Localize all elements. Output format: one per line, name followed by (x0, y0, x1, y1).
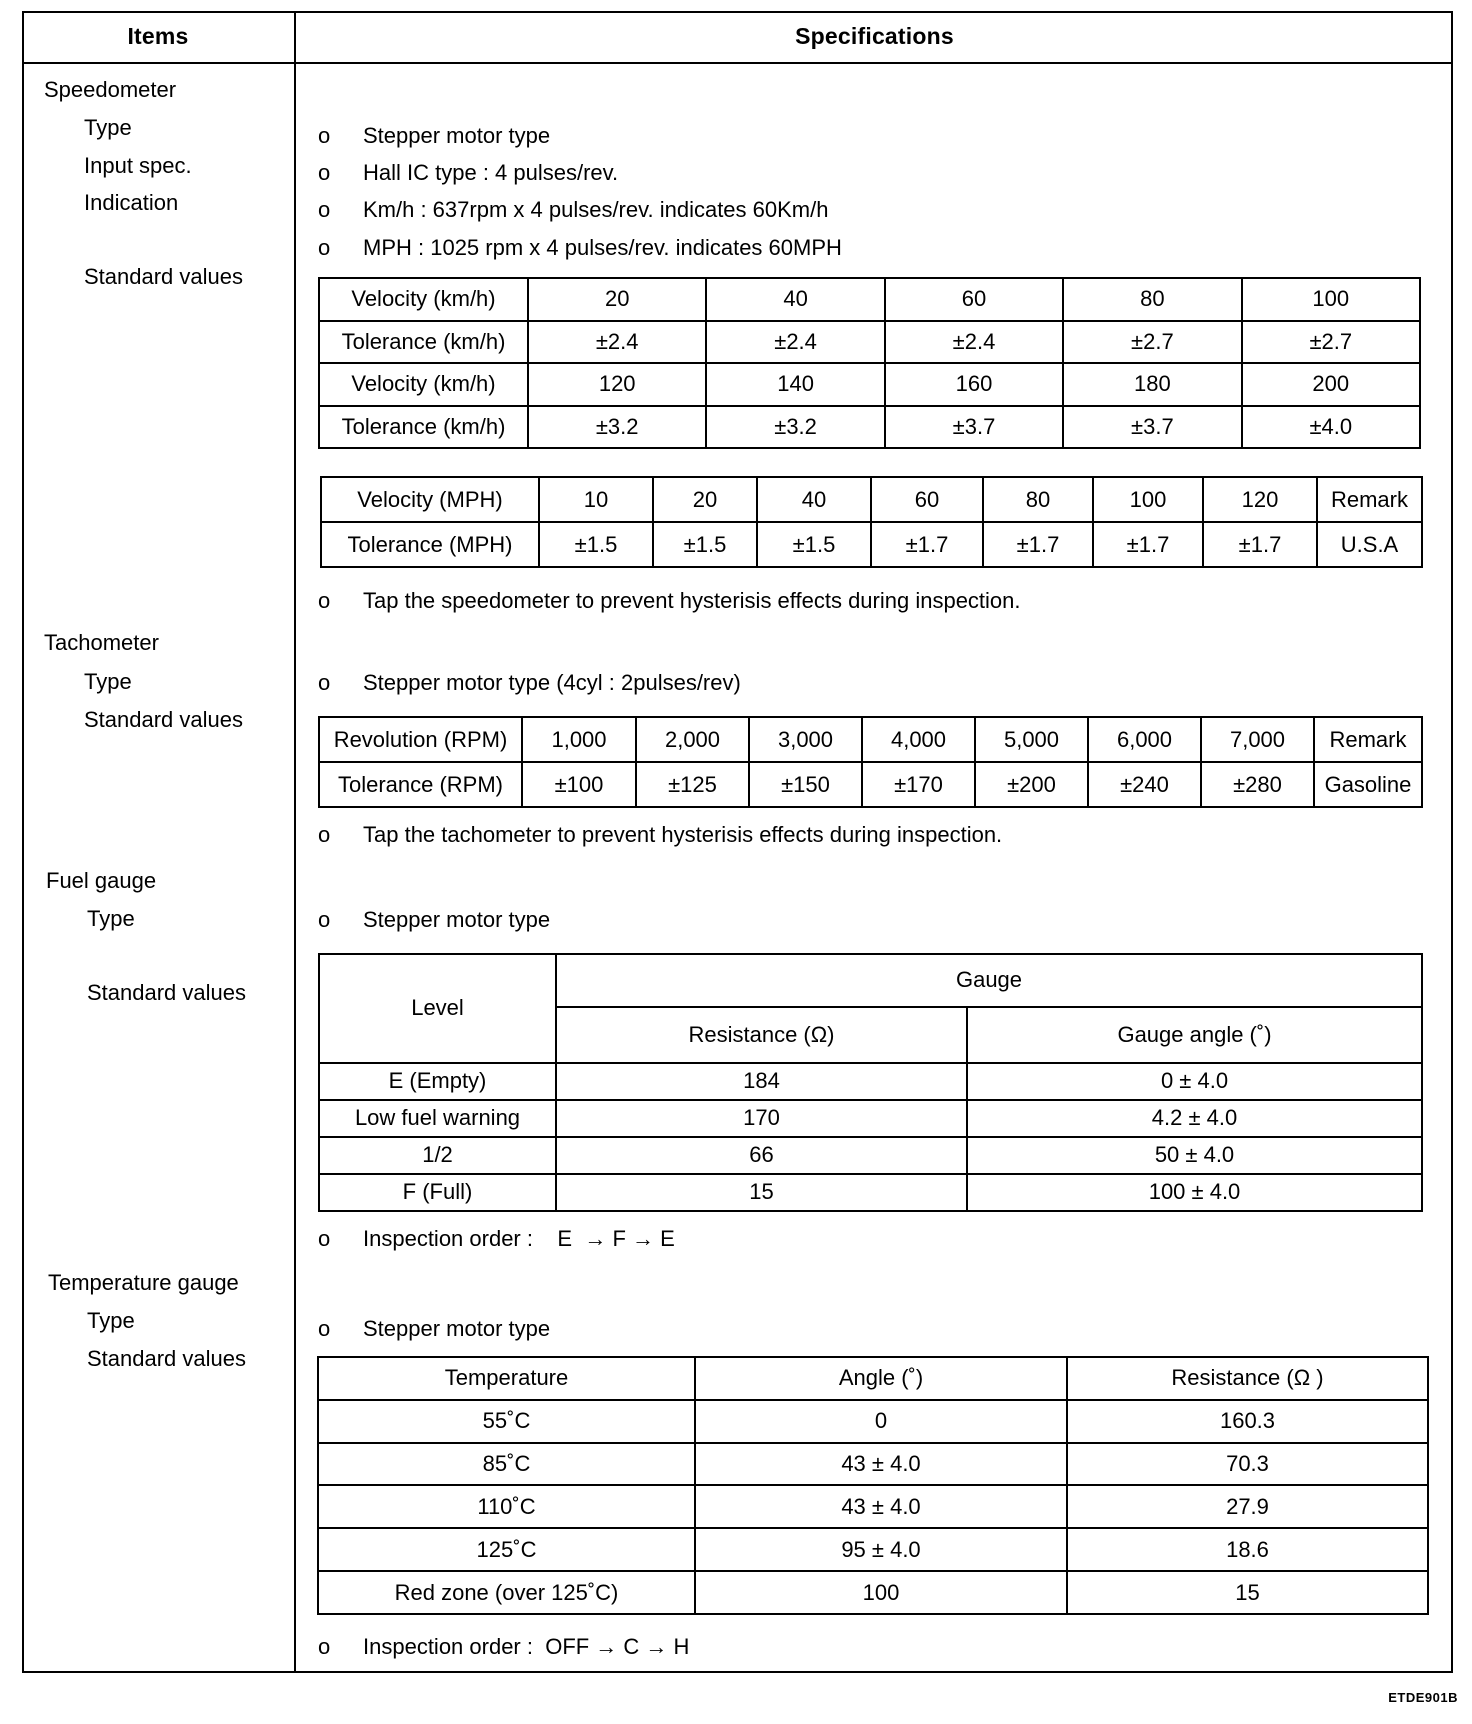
table-cell: ±2.4 (528, 321, 706, 364)
table-cell: 18.6 (1067, 1528, 1428, 1571)
table-cell: 50 ± 4.0 (967, 1137, 1422, 1174)
table-cell: 80 (983, 477, 1093, 522)
table-cell: Resistance (Ω ) (1067, 1357, 1428, 1400)
table-cell: 0 (695, 1400, 1067, 1443)
table-row (318, 1357, 1428, 1400)
speedometer-input-label: Input spec. (84, 153, 192, 178)
table-cell: ±3.7 (1063, 406, 1241, 449)
items-header: Items (127, 23, 189, 49)
speedometer-mph-bullet: o MPH : 1025 rpm x 4 pulses/rev. indicates 60MPH (318, 235, 842, 260)
temperature-inspection-order: o Inspection order : OFF → C → H (318, 1634, 690, 1659)
tachometer-title: Tachometer (44, 630, 159, 655)
table-cell: ±1.5 (653, 522, 757, 567)
table-row (319, 1063, 1422, 1100)
table-cell: 110˚C (318, 1485, 695, 1528)
bullet-icon: o (318, 123, 331, 148)
table-cell: ±3.7 (885, 406, 1063, 449)
fuel-gauge-header: Gauge (556, 954, 1422, 1007)
speedometer-kmh-table (318, 277, 1421, 449)
table-cell: Velocity (km/h) (319, 278, 528, 321)
header-divider (22, 62, 1453, 64)
table-cell: ±100 (522, 762, 636, 807)
table-cell: Low fuel warning (319, 1100, 556, 1137)
table-cell: 140 (706, 363, 884, 406)
bullet-icon: o (318, 1226, 331, 1251)
table-row (319, 278, 1420, 321)
table-row (319, 717, 1422, 762)
table-row (319, 1174, 1422, 1211)
fuel-type-bullet: o Stepper motor type (318, 907, 551, 932)
table-cell: 170 (556, 1100, 967, 1137)
table-cell: ±1.5 (757, 522, 871, 567)
table-cell: 100 (695, 1571, 1067, 1614)
specifications-header: Specifications (795, 23, 954, 49)
table-cell: Tolerance (MPH) (321, 522, 539, 567)
table-cell: 200 (1242, 363, 1420, 406)
table-cell: 125˚C (318, 1528, 695, 1571)
table-cell: 120 (1203, 477, 1317, 522)
table-cell: 43 ± 4.0 (695, 1485, 1067, 1528)
table-cell: 40 (757, 477, 871, 522)
table-cell: Temperature (318, 1357, 695, 1400)
table-cell: 15 (556, 1174, 967, 1211)
table-cell: 85˚C (318, 1443, 695, 1486)
table-cell: F (Full) (319, 1174, 556, 1211)
speedometer-type-bullet: o Stepper motor type (318, 123, 551, 148)
fuel-gauge-title: Fuel gauge (46, 868, 157, 893)
speedometer-input-bullet: o Hall IC type : 4 pulses/rev. (318, 160, 619, 185)
table-cell: ±200 (975, 762, 1088, 807)
table-cell: 60 (871, 477, 983, 522)
table-row (319, 1100, 1422, 1137)
table-cell: Tolerance (RPM) (319, 762, 522, 807)
table-cell: 120 (528, 363, 706, 406)
speedometer-title: Speedometer (44, 77, 177, 102)
table-row (319, 1137, 1422, 1174)
table-cell: 80 (1063, 278, 1241, 321)
table-cell: 160.3 (1067, 1400, 1428, 1443)
speedometer-kmh-bullet: o Km/h : 637rpm x 4 pulses/rev. indicates 60Km/h (318, 197, 829, 222)
bullet-icon: o (318, 670, 331, 695)
table-cell: ±240 (1088, 762, 1201, 807)
table-cell: 100 (1242, 278, 1420, 321)
temperature-gauge-table (317, 1356, 1429, 1615)
bullet-icon: o (318, 588, 331, 613)
table-cell: 15 (1067, 1571, 1428, 1614)
bullet-icon: o (318, 907, 331, 932)
table-cell: 20 (528, 278, 706, 321)
table-cell: ±1.7 (1093, 522, 1203, 567)
table-cell: Angle (˚) (695, 1357, 1067, 1400)
table-cell: ±1.7 (983, 522, 1093, 567)
tachometer-standard-label: Standard values (84, 707, 243, 732)
table-row (318, 1571, 1428, 1614)
table-cell: ±150 (749, 762, 862, 807)
table-cell: 1/2 (319, 1137, 556, 1174)
table-cell: 40 (706, 278, 884, 321)
fuel-gauge-table (318, 953, 1423, 1212)
table-cell: 5,000 (975, 717, 1088, 762)
table-cell: Velocity (MPH) (321, 477, 539, 522)
table-cell: E (Empty) (319, 1063, 556, 1100)
table-cell: ±2.7 (1242, 321, 1420, 364)
tachometer-type-label: Type (84, 669, 132, 694)
table-cell: ±3.2 (528, 406, 706, 449)
table-cell: 3,000 (749, 717, 862, 762)
table-row (321, 477, 1422, 522)
table-cell: ±125 (636, 762, 749, 807)
table-cell: ±2.4 (885, 321, 1063, 364)
column-divider (294, 11, 296, 1673)
table-cell: ±1.5 (539, 522, 653, 567)
table-cell: 100 (1093, 477, 1203, 522)
table-cell: Tolerance (km/h) (319, 321, 528, 364)
table-cell: ±170 (862, 762, 975, 807)
table-row (318, 1485, 1428, 1528)
temperature-standard-label: Standard values (87, 1346, 246, 1371)
table-cell: 184 (556, 1063, 967, 1100)
fuel-angle-header: Gauge angle (˚) (967, 1007, 1422, 1063)
tachometer-rpm-table (318, 716, 1423, 808)
fuel-standard-label: Standard values (87, 980, 246, 1005)
tachometer-tap-note: o Tap the tachometer to prevent hysterisis effects during inspection. (318, 822, 1003, 847)
table-cell: 60 (885, 278, 1063, 321)
speedometer-mph-table (320, 476, 1423, 568)
table-cell: ±4.0 (1242, 406, 1420, 449)
table-cell: ±2.4 (706, 321, 884, 364)
table-cell: ±280 (1201, 762, 1314, 807)
temperature-type-bullet: o Stepper motor type (318, 1316, 551, 1341)
table-cell: 95 ± 4.0 (695, 1528, 1067, 1571)
speedometer-standard-label: Standard values (84, 264, 243, 289)
table-cell: 43 ± 4.0 (695, 1443, 1067, 1486)
table-cell: 6,000 (1088, 717, 1201, 762)
table-cell: 10 (539, 477, 653, 522)
table-cell: Remark (1317, 477, 1422, 522)
fuel-type-label: Type (87, 906, 135, 931)
bullet-icon: o (318, 1316, 331, 1341)
table-cell: Velocity (km/h) (319, 363, 528, 406)
bullet-icon: o (318, 822, 331, 847)
table-cell: Revolution (RPM) (319, 717, 522, 762)
tachometer-type-bullet: o Stepper motor type (4cyl : 2pulses/rev) (318, 670, 741, 695)
table-cell: 27.9 (1067, 1485, 1428, 1528)
speedometer-tap-note: o Tap the speedometer to prevent hysterisis effects during inspection. (318, 588, 1021, 613)
table-cell: Gasoline (1314, 762, 1422, 807)
table-cell: Remark (1314, 717, 1422, 762)
table-row (318, 1443, 1428, 1486)
table-row (319, 762, 1422, 807)
bullet-icon: o (318, 235, 331, 260)
bullet-icon: o (318, 197, 331, 222)
table-row (318, 1528, 1428, 1571)
bullet-icon: o (318, 160, 331, 185)
speedometer-type-label: Type (84, 115, 132, 140)
table-cell: 1,000 (522, 717, 636, 762)
bullet-icon: o (318, 1634, 331, 1659)
table-cell: 66 (556, 1137, 967, 1174)
table-cell: 70.3 (1067, 1443, 1428, 1486)
table-cell: Red zone (over 125˚C) (318, 1571, 695, 1614)
table-cell: ±3.2 (706, 406, 884, 449)
table-cell: 2,000 (636, 717, 749, 762)
fuel-resistance-header: Resistance (Ω) (556, 1007, 967, 1063)
fuel-level-header: Level (319, 954, 556, 1063)
table-cell: 4.2 ± 4.0 (967, 1100, 1422, 1137)
table-cell: U.S.A (1317, 522, 1422, 567)
table-cell: 20 (653, 477, 757, 522)
table-cell: 55˚C (318, 1400, 695, 1443)
table-cell: 0 ± 4.0 (967, 1063, 1422, 1100)
table-cell: 160 (885, 363, 1063, 406)
temperature-gauge-title: Temperature gauge (48, 1270, 239, 1295)
table-row (319, 321, 1420, 364)
table-row (318, 1400, 1428, 1443)
table-cell: 180 (1063, 363, 1241, 406)
table-cell: ±1.7 (871, 522, 983, 567)
table-cell: 4,000 (862, 717, 975, 762)
temperature-type-label: Type (87, 1308, 135, 1333)
speedometer-indication-label: Indication (84, 190, 179, 215)
table-cell: ±2.7 (1063, 321, 1241, 364)
table-row (319, 406, 1420, 449)
table-cell: 100 ± 4.0 (967, 1174, 1422, 1211)
table-row (319, 363, 1420, 406)
table-cell: 7,000 (1201, 717, 1314, 762)
table-cell: ±1.7 (1203, 522, 1317, 567)
table-row (321, 522, 1422, 567)
table-cell: Tolerance (km/h) (319, 406, 528, 449)
figure-code: ETDE901B (1388, 1690, 1458, 1705)
fuel-inspection-order: o Inspection order : E → F → E (318, 1226, 675, 1251)
